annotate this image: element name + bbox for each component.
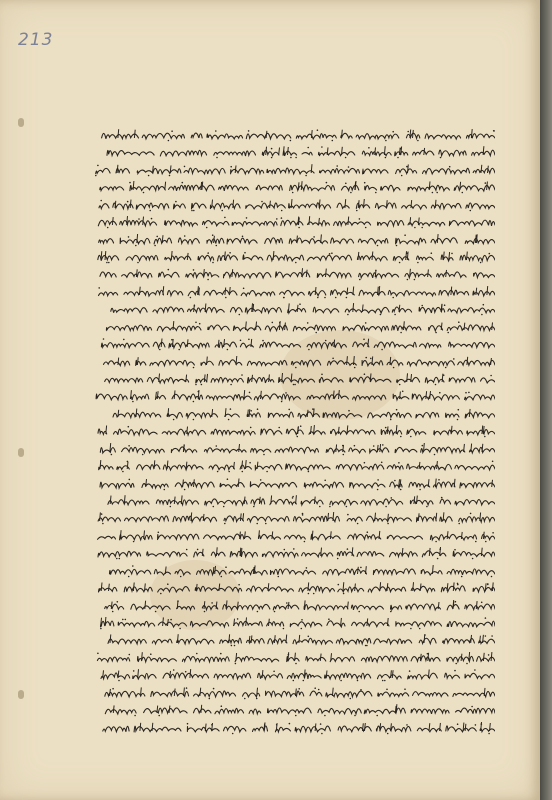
- manuscript-line: [95, 442, 495, 456]
- manuscript-line: [95, 599, 495, 613]
- manuscript-line: [95, 616, 495, 630]
- manuscript-line: [95, 128, 495, 142]
- manuscript-line: [95, 285, 495, 299]
- manuscript-line: [95, 703, 495, 717]
- manuscript-line: [95, 233, 495, 247]
- manuscript-line: [95, 424, 495, 438]
- manuscript-line: [95, 389, 495, 403]
- book-gutter: [540, 0, 552, 800]
- manuscript-line: [95, 477, 495, 491]
- binding-hole: [18, 690, 24, 699]
- manuscript-text-block: [95, 128, 495, 738]
- manuscript-line: [95, 302, 495, 316]
- folio-number: 213: [18, 30, 54, 50]
- binding-hole: [18, 448, 24, 457]
- manuscript-line: [95, 546, 495, 560]
- manuscript-line: [95, 459, 495, 473]
- manuscript-line: [95, 355, 495, 369]
- manuscript-line: [95, 651, 495, 665]
- manuscript-line: [95, 320, 495, 334]
- manuscript-line: [95, 267, 495, 281]
- manuscript-line: [95, 250, 495, 264]
- manuscript-line: [95, 145, 495, 159]
- manuscript-line: [95, 494, 495, 508]
- manuscript-line: [95, 529, 495, 543]
- manuscript-line: [95, 633, 495, 647]
- manuscript-line: [95, 372, 495, 386]
- manuscript-line: [95, 198, 495, 212]
- manuscript-line: [95, 163, 495, 177]
- manuscript-line: [95, 668, 495, 682]
- manuscript-line: [95, 337, 495, 351]
- manuscript-line: [95, 511, 495, 525]
- manuscript-line: [95, 564, 495, 578]
- manuscript-line: [95, 407, 495, 421]
- manuscript-line: [95, 215, 495, 229]
- manuscript-line: [95, 686, 495, 700]
- binding-hole: [18, 118, 24, 127]
- manuscript-line: [95, 180, 495, 194]
- manuscript-line: [95, 581, 495, 595]
- manuscript-line: [95, 721, 495, 735]
